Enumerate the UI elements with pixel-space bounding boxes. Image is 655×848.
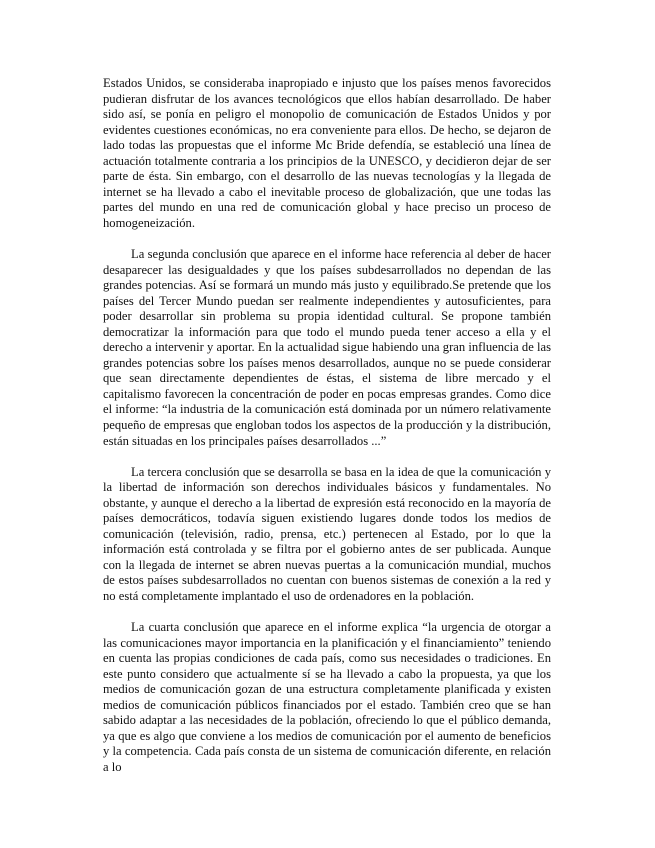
- paragraph-3: La tercera conclusión que se desarrolla se basa en la idea de que la comunicación y la libertad de información son derechos individuales básicos y fundamentales. No obstante, y aunque el derecho a la libertad de expresión está reconocido en la mayoría de países democráticos, todavía siguen existiendo lugares donde todos los medios de comunicación (televisión, radio, prensa, etc.) pertenecen al Estado, por lo que la información está controlada y se filtra por el gobierno antes de ser publicada. Aunque con la llegada de internet se abren nuevas puertas a la comunicación mundial, muchos de estos países subdesarrollados no cuentan con buenos sistemas de conexión a la red y no está completamente implantado el uso de ordenadores en la población.: [103, 464, 551, 603]
- paragraph-gap: [103, 231, 551, 247]
- paragraph-1: Estados Unidos, se consideraba inapropiado e injusto que los países menos favorecidos pudieran disfrutar de los avances tecnológicos que ellos habían desarrollado. De haber sido así, se ponía en peligro el monopolio de comunicación de Estados Unidos y por evidentes cuestiones económicas, no era conveniente para ellos. De hecho, se dejaron de lado todas las propuestas que el informe Mc Bride defendía, se estableció una línea de actuación totalmente contraria a los principios de la UNESCO, y decidieron dejar de ser parte de ésta. Sin embargo, con el desarrollo de las nuevas tecnologías y la llegada de internet se ha llevado a cabo el inevitable proceso de globalización, que une todas las partes del mundo en una red de comunicación global y hace preciso un proceso de homogeneización.: [103, 76, 551, 230]
- paragraph-gap: [103, 449, 551, 465]
- paragraph-4: La cuarta conclusión que aparece en el informe explica “la urgencia de otorgar a las comunicaciones mayor importancia en la planificación y el financiamiento” teniendo en cuenta las propias condiciones de cada país, como sus necesidades o tradiciones. En este punto considero que actualmente sí se ha llevado a cabo la propuesta, ya que los medios de comunicación gozan de una estructura completamente planificada y existen medios de comunicación públicos financiados por el estado. También creo que se han sabido adaptar a las necesidades de la población, ofreciendo lo que el público demanda, ya que es algo que conviene a los medios de comunicación por el aumento de beneficios y la competencia. Cada país consta de un sistema de comunicación diferente, en relación a lo: [103, 620, 551, 774]
- paragraph-gap: [103, 605, 551, 621]
- paragraph-2: La segunda conclusión que aparece en el informe hace referencia al deber de hacer desaparecer las desigualdades y que los países subdesarrollados no dependan de las grandes potencias. Así se formará un mundo más justo y equilibrado.Se pretende que los países del Tercer Mundo puedan ser realmente independientes y autosuficientes, para poder desarrollar sin problema su propia identidad cultural. Se propone también democratizar la información para que todo el mundo pueda tener acceso a ella y el derecho a intervenir y aportar. En la actualidad sigue habiendo una gran influencia de las grandes potencias sobre los países menos desarrollados, aunque no se puede considerar que sean directamente dependientes de éstas, el sistema de libre mercado y el capitalismo favorecen la concentración de poder en pocas empresas grandes. Como dice el informe: “la industria de la comunicación está dominada por un número relativamente pequeño de empresas que engloban todos los aspectos de la producción y la distribución, están situadas en los principales países desarrollados ...”: [103, 246, 551, 448]
- document-body: [103, 76, 551, 775]
